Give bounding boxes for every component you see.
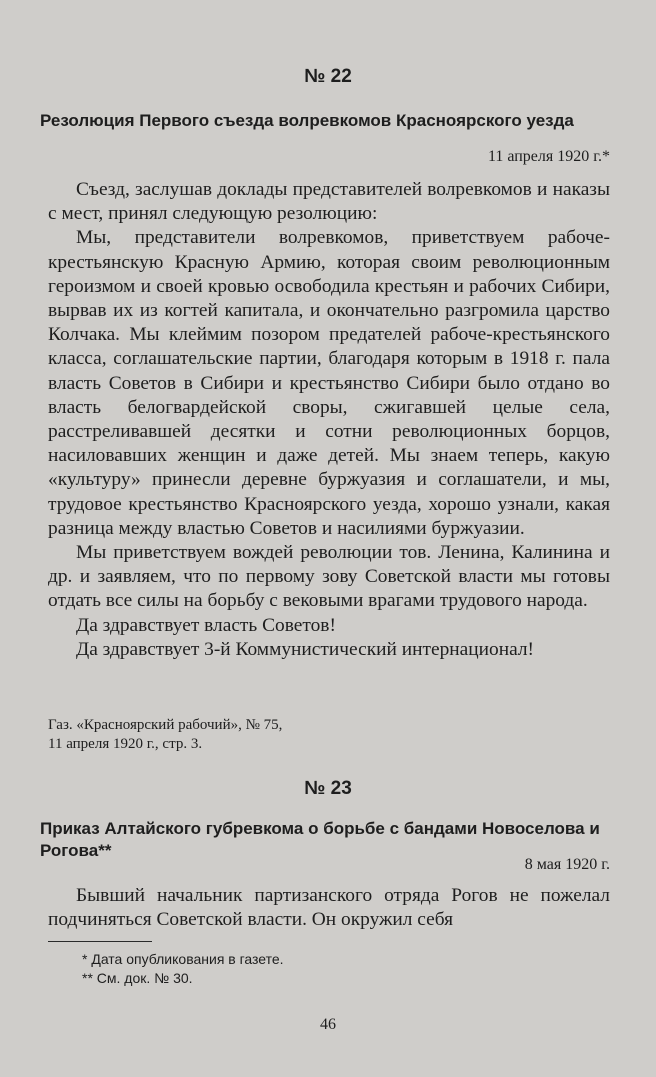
- document-number: № 22: [304, 66, 352, 87]
- footnotes: [82, 950, 284, 988]
- page-number: 46: [320, 1016, 336, 1033]
- document-body: [48, 884, 610, 932]
- document-number: № 23: [304, 778, 352, 799]
- document-title: Приказ Алтайского губревкома о борьбе с бандами Новоселова и Рогова**: [40, 819, 600, 860]
- document-body: [48, 178, 610, 662]
- source-line: 11 апреля 1920 г., стр. 3.: [48, 736, 203, 752]
- paragraph: Съезд, заслушав доклады представителей волревкомов и наказы с мест, принял следующую резолюцию:: [48, 179, 610, 225]
- source-citation: [48, 716, 282, 754]
- footnote: * Дата опубликования в газете.: [82, 951, 284, 967]
- paragraph: Мы приветствуем вождей революции тов. Ленина, Калинина и др. и заявляем, что по первому зову Советской власти мы готовы отдать все силы на борьбу с вековыми врагами трудового народа.: [48, 542, 610, 612]
- document-date: 11 апреля 1920 г.*: [487, 148, 610, 165]
- footnote-divider: [48, 941, 152, 942]
- document-date: 8 мая 1920 г.: [524, 856, 610, 873]
- paragraph: Бывший начальник партизанского отряда Рогов не пожелал подчиняться Советской власти. Он окружил себя: [48, 885, 610, 931]
- paragraph: Да здравствует 3-й Коммунистический интернационал!: [76, 638, 534, 660]
- paragraph: Да здравствует власть Советов!: [76, 614, 336, 636]
- document-title: Резолюция Первого съезда волревкомов Красноярского уезда: [40, 111, 574, 130]
- source-line: Газ. «Красноярский рабочий», № 75,: [48, 717, 283, 733]
- footnote: ** См. док. № 30.: [82, 970, 193, 986]
- paragraph: Мы, представители волревкомов, приветствуем рабоче-крестьянскую Красную Армию, которая своим революционным героизмом и своей кровью освободила крестьян и рабочих Сибири, вырвав их из когтей капитала, и окончательно разгромила царство Колчака. Мы клеймим позором предателей рабоче-крестьянского класса, соглашательские партии, благодаря которым в 1918 г. пала власть Советов в Сибири и крестьянство Сибири было отдано во власть белогвардейской своры, сжигавшей целые села, расстреливавшей десятки и сотни революционных борцов, насиловавших женщин и даже детей. Мы знаем теперь, какую «культуру» принесли деревне буржуазия и соглашатели, и мы, трудовое крестьянство Красноярского уезда, хорошо узнали, какая разница между властью Советов и насилиями буржуазии.: [48, 227, 610, 539]
